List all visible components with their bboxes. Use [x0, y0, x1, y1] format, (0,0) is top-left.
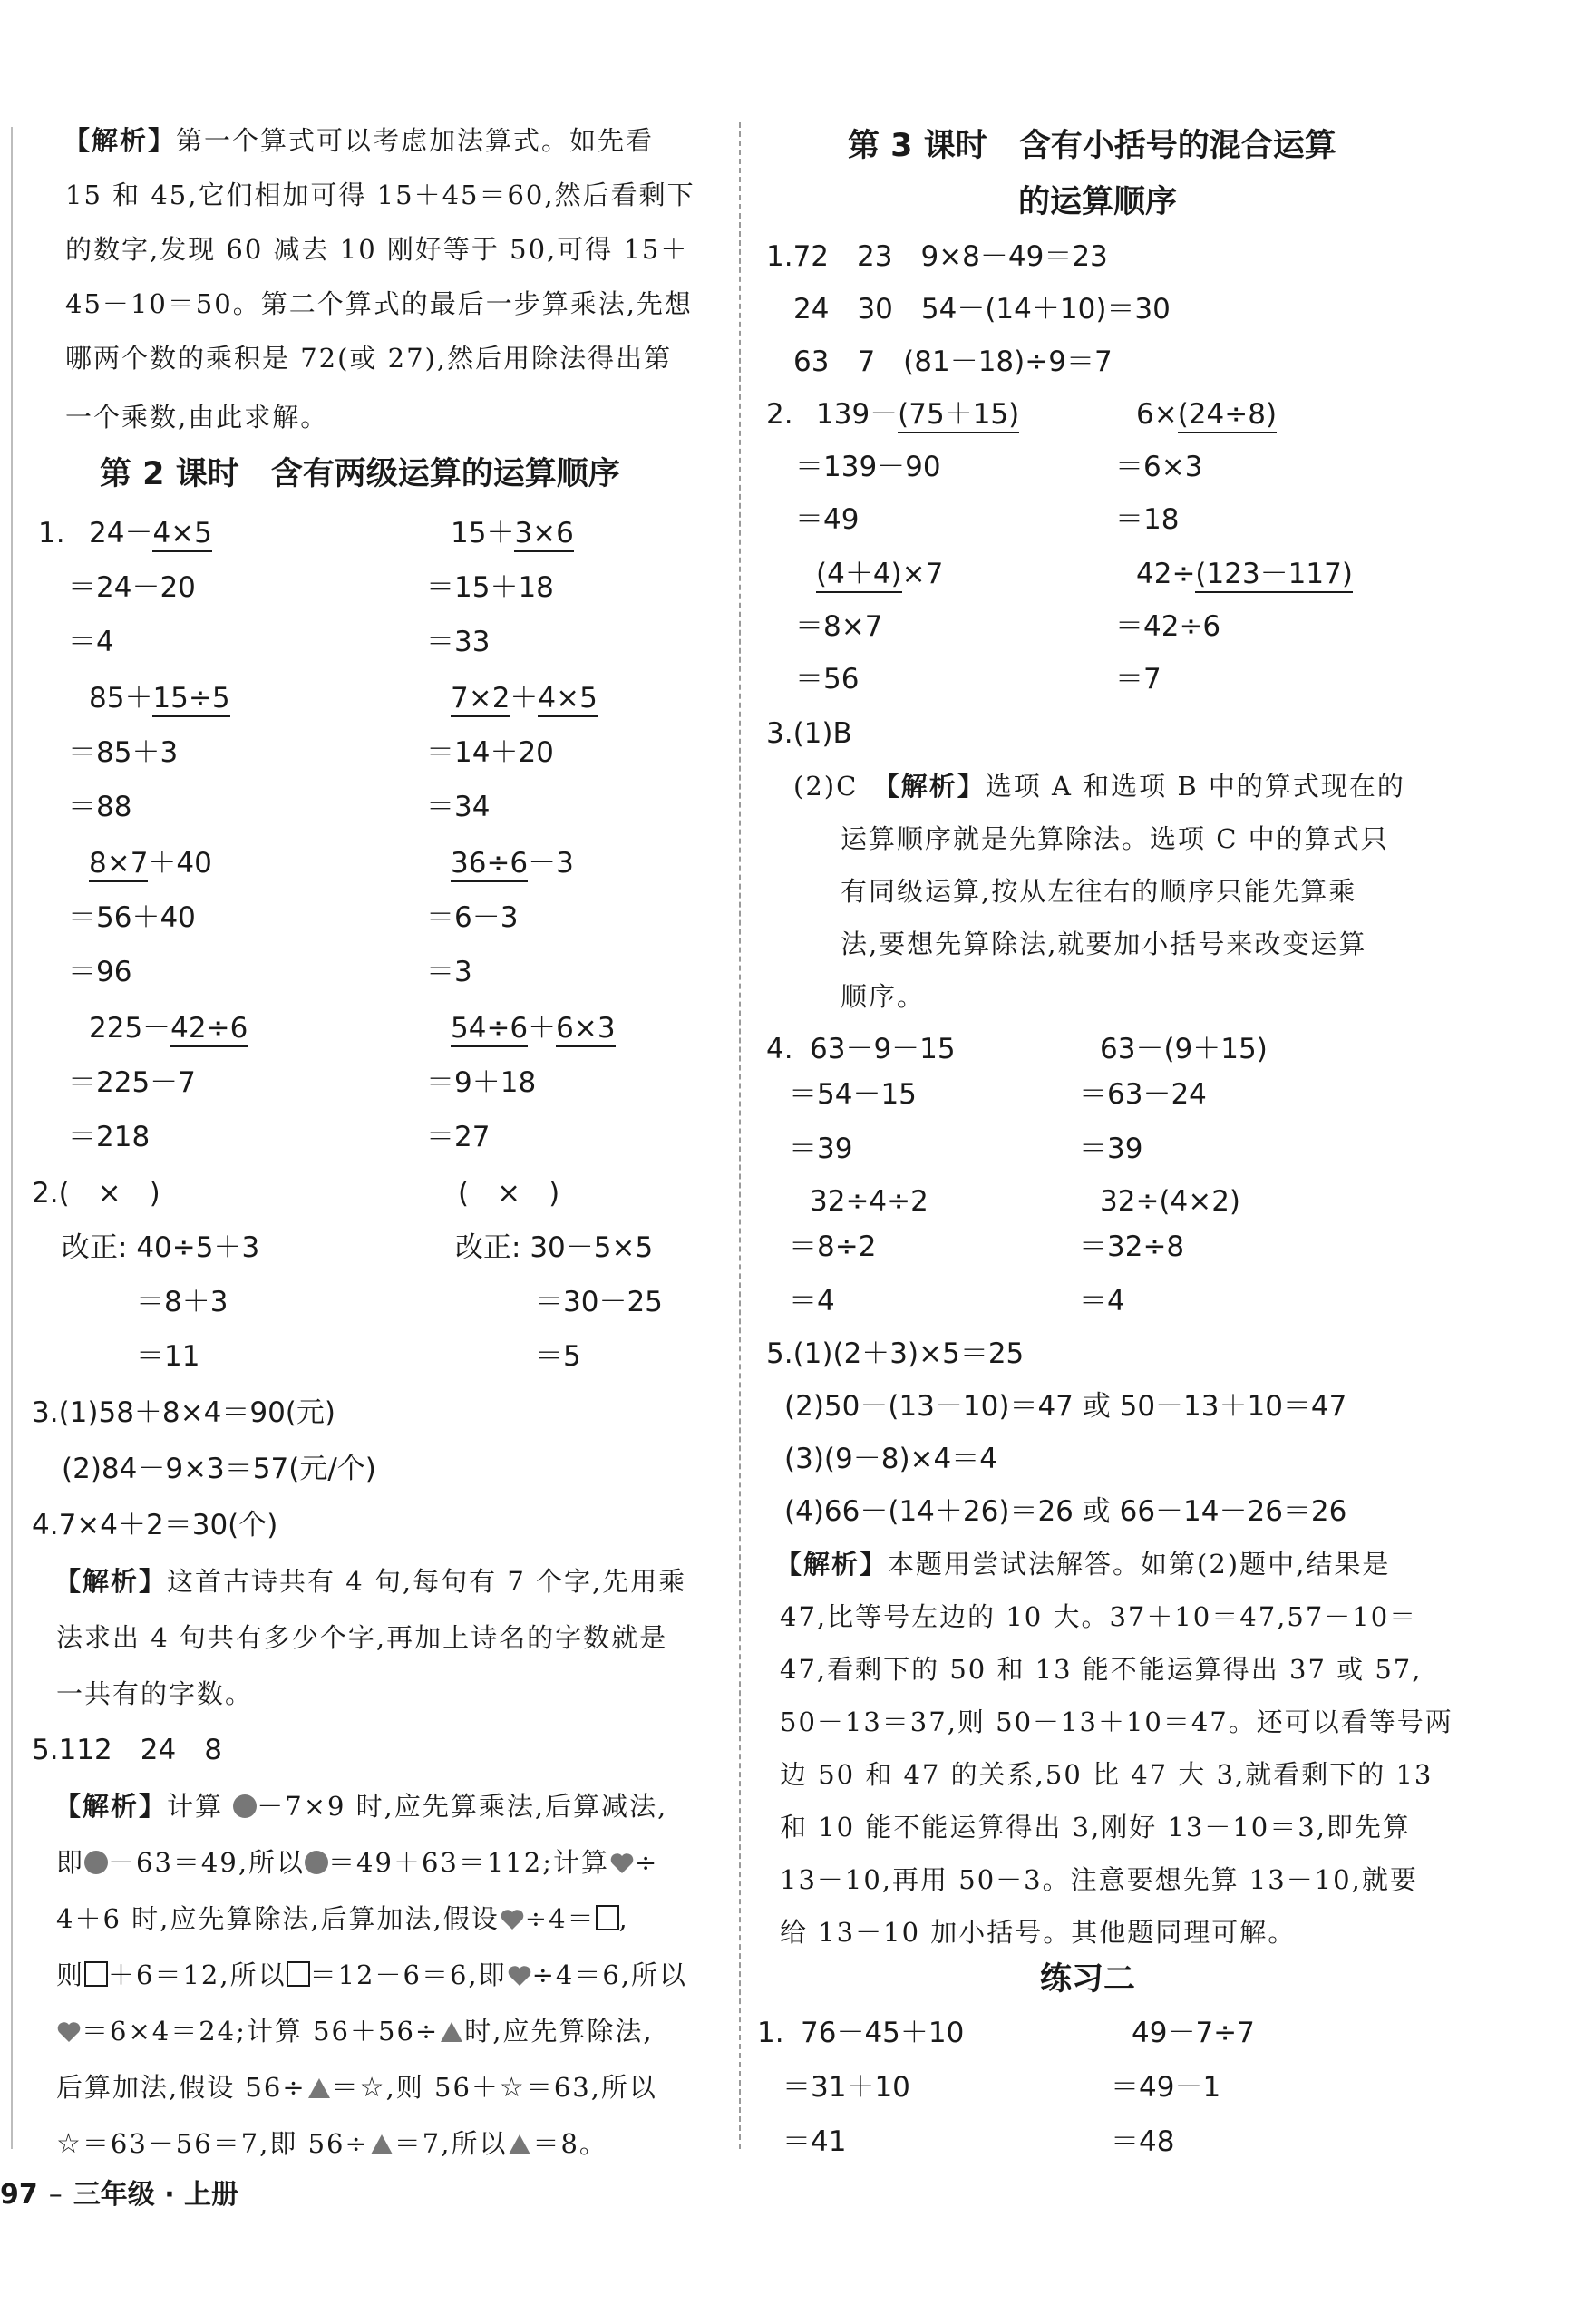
r-q4-expr-3-step1: ＝8÷2 — [789, 1230, 877, 1263]
q5-analysis-1: 【解析】计算 －7×9 时,应先算乘法,后算减法, — [54, 1791, 668, 1822]
r-q4-expr-2-step2: ＝39 — [1079, 1133, 1143, 1165]
r-q4-expr-4-step2: ＝4 — [1079, 1285, 1125, 1318]
q4-analysis-2: 法求出 4 句共有多少个字,再加上诗名的字数就是 — [56, 1622, 668, 1653]
expr-6-step1: ＝6－3 — [426, 901, 519, 934]
r-q4-number: 4. — [766, 1033, 793, 1065]
triangle-icon — [306, 2076, 332, 2100]
heart-icon — [56, 2020, 82, 2044]
r-q5-analysis-6: 和 10 能不能运算得出 3,刚好 13－10＝3,即先算 — [780, 1812, 1411, 1843]
expr-3: 85＋15÷5 — [89, 680, 230, 716]
r-q5-analysis-1: 【解析】本题用尝试法解答。如第(2)题中,结果是 — [775, 1549, 1391, 1580]
r-q3-line-2: (2)C 【解析】选项 A 和选项 B 中的算式现在的 — [793, 771, 1405, 802]
square-box-icon — [287, 1961, 310, 1987]
q2-fix-1: 改正: 40÷5＋3 — [62, 1231, 260, 1264]
q1-number: 1. — [38, 517, 65, 549]
expr-5-step1: ＝56＋40 — [68, 901, 196, 934]
circle-icon — [233, 1794, 257, 1818]
r-expr-2-step2: ＝18 — [1115, 503, 1180, 536]
q5-analysis-3: 4＋6 时,应先算除法,后算加法,假设 ÷4＝ , — [56, 1903, 629, 1934]
r-q4-expr-3-step2: ＝4 — [789, 1285, 835, 1318]
expr-2-step1: ＝15＋18 — [426, 571, 554, 604]
r-q5-line-1: 5.(1)(2＋3)×5＝25 — [766, 1337, 1025, 1370]
expr-1-step2: ＝4 — [68, 626, 114, 658]
page-number: 97 — [0, 2179, 38, 2211]
triangle-icon — [439, 2020, 464, 2044]
expr-8-step1: ＝9＋18 — [426, 1066, 537, 1099]
r-expr-4-step2: ＝7 — [1115, 663, 1161, 695]
triangle-icon — [507, 2133, 532, 2156]
q5-analysis-7: ☆＝63－56＝7,即 56÷ ＝7,所以 ＝8。 — [56, 2128, 607, 2160]
r-q4-expr-2: 63－(9＋15) — [1100, 1033, 1268, 1065]
r-q5-line-3: (3)(9－8)×4＝4 — [784, 1443, 997, 1475]
star-icon: ☆ — [499, 2072, 526, 2104]
r-q2-number: 2. — [766, 398, 793, 431]
r-q5-analysis-7: 13－10,再用 50－3。注意要想先算 13－10,就要 — [780, 1864, 1418, 1895]
lesson3-title-line-1: 第 3 课时 含有小括号的混合运算 — [848, 128, 1336, 164]
analysis-line-6: 一个乘数,由此求解。 — [65, 402, 329, 433]
analysis-label: 【解析】 — [63, 125, 177, 156]
r-q1-line-3: 63 7 (81－18)÷9＝7 — [793, 345, 1113, 378]
r-q5-analysis-3: 47,看剩下的 50 和 13 能不能运算得出 37 或 57, — [780, 1654, 1423, 1685]
expr-8-step2: ＝27 — [426, 1121, 491, 1153]
q2-fix-1-step2: ＝11 — [136, 1340, 200, 1373]
r-q3-analysis-1: 运算顺序就是先算除法。选项 C 中的算式只 — [841, 823, 1389, 854]
expr-5: 8×7＋40 — [89, 845, 212, 881]
q5-analysis-4: 则 ＋6＝12,所以 ＝12－6＝6,即 ÷4＝6,所以 — [56, 1959, 688, 1990]
circle-icon — [305, 1851, 328, 1874]
left-column — [27, 0, 734, 2185]
heart-icon — [609, 1852, 635, 1875]
p1-expr-2-step1: ＝49－1 — [1111, 2071, 1221, 2104]
q3-line-2: (2)84－9×3＝57(元/个) — [62, 1453, 376, 1485]
analysis-line-4: 45－10＝50。第二个算式的最后一步算乘法,先想 — [65, 288, 693, 319]
q5-analysis-5: ＝6×4＝24;计算 56＋56÷ 时,应先算除法, — [56, 2013, 654, 2049]
r-expr-2: 6×(24÷8) — [1136, 396, 1277, 433]
q5-analysis-6: 后算加法,假设 56÷ ＝☆,则 56＋☆＝63,所以 — [56, 2072, 657, 2104]
r-expr-4-step1: ＝42÷6 — [1115, 610, 1221, 643]
heart-icon — [507, 1964, 532, 1988]
expr-6-step2: ＝3 — [426, 956, 472, 988]
expr-4-step2: ＝34 — [426, 791, 491, 823]
expr-2-step2: ＝33 — [426, 626, 491, 658]
q4-analysis-3: 一共有的字数。 — [56, 1678, 254, 1709]
r-q5-line-4: (4)66－(14＋26)＝26 或 66－14－26＝26 — [784, 1495, 1347, 1528]
triangle-icon — [369, 2133, 394, 2156]
q5-analysis-2: 即 －63＝49,所以 ＝49＋63＝112;计算 ÷ — [56, 1847, 659, 1878]
square-box-icon — [596, 1905, 619, 1930]
r-q5-analysis-4: 50－13＝37,则 50－13＋10＝47。还可以看等号两 — [780, 1707, 1453, 1737]
q5-line-1: 5.112 24 8 — [32, 1734, 222, 1766]
r-q5-line-2: (2)50－(13－10)＝47 或 50－13＋10＝47 — [784, 1390, 1347, 1423]
r-expr-1: 139－(75＋15) — [816, 396, 1019, 433]
expr-4: 7×2＋4×5 — [451, 680, 598, 716]
star-icon: ☆ — [359, 2072, 386, 2104]
r-q4-expr-1: 63－9－15 — [810, 1033, 956, 1065]
square-box-icon — [84, 1961, 108, 1987]
r-expr-3-step1: ＝8×7 — [795, 610, 883, 643]
r-q4-expr-2-step1: ＝63－24 — [1079, 1078, 1207, 1111]
r-q4-expr-1-step2: ＝39 — [789, 1133, 853, 1165]
analysis-line-2: 15 和 45,它们相加可得 15＋45＝60,然后看剩下 — [65, 180, 695, 210]
expr-7: 225－42÷6 — [89, 1010, 248, 1046]
grade-label: 三年级 · 上册 — [73, 2179, 239, 2211]
r-expr-1-step1: ＝139－90 — [795, 451, 941, 483]
r-expr-3: (4＋4)×7 — [816, 556, 943, 592]
lesson3-title-line-2: 的运算顺序 — [1018, 184, 1178, 220]
q2-fix-2-step1: ＝30－25 — [535, 1286, 663, 1318]
q2-fix-1-step1: ＝8＋3 — [136, 1286, 228, 1318]
analysis-line-3: 的数字,发现 60 减去 10 刚好等于 50,可得 15＋ — [65, 234, 689, 265]
analysis-line-5: 哪两个数的乘积是 72(或 27),然后用除法得出第 — [65, 343, 673, 374]
r-q5-analysis-5: 边 50 和 47 的关系,50 比 47 大 3,就看剩下的 13 — [780, 1759, 1434, 1790]
circle-icon — [84, 1851, 108, 1874]
expr-8: 54÷6＋6×3 — [451, 1010, 616, 1046]
p1-expr-1-step1: ＝31＋10 — [782, 2071, 910, 2104]
q4-analysis-1: 【解析】这首古诗共有 4 句,每句有 7 个字,先用乘 — [54, 1566, 687, 1597]
r-expr-1-step2: ＝49 — [795, 503, 860, 536]
r-q3-analysis-4: 顺序。 — [841, 981, 926, 1012]
r-q5-analysis-8: 给 13－10 加小括号。其他题同理可解。 — [780, 1917, 1297, 1948]
expr-2: 15＋3×6 — [451, 515, 574, 551]
expr-7-step1: ＝225－7 — [68, 1066, 196, 1099]
practice-title: 练习二 — [1040, 1961, 1136, 1998]
expr-4-step1: ＝14＋20 — [426, 736, 554, 769]
q2-mark-1: 2.( × ) — [32, 1177, 160, 1210]
p1-number: 1. — [757, 2017, 784, 2049]
q2-fix-2: 改正: 30－5×5 — [455, 1231, 654, 1264]
column-divider — [739, 122, 741, 2149]
analysis-line-1: 【解析】第一个算式可以考虑加法算式。如先看 — [63, 125, 655, 156]
r-q4-expr-4: 32÷(4×2) — [1100, 1185, 1241, 1218]
lesson2-title: 第 2 课时 含有两级运算的运算顺序 — [100, 456, 620, 492]
p1-expr-1-step2: ＝41 — [782, 2125, 847, 2158]
r-q1-line-1: 1.72 23 9×8－49＝23 — [766, 240, 1108, 273]
expr-5-step2: ＝96 — [68, 956, 132, 988]
expr-3-step1: ＝85＋3 — [68, 736, 179, 769]
r-q1-line-2: 24 30 54－(14＋10)＝30 — [793, 293, 1171, 326]
expr-7-step2: ＝218 — [68, 1121, 151, 1153]
star-icon: ☆ — [56, 2128, 83, 2160]
q3-line-1: 3.(1)58＋8×4＝90(元) — [32, 1396, 335, 1429]
expr-1: 24－4×5 — [89, 515, 212, 551]
p1-expr-1: 76－45＋10 — [801, 2017, 965, 2049]
r-expr-4: 42÷(123－117) — [1136, 556, 1353, 592]
r-q5-analysis-2: 47,比等号左边的 10 大。37＋10＝47,57－10＝ — [780, 1601, 1418, 1632]
p1-expr-2-step2: ＝48 — [1111, 2125, 1175, 2158]
r-q3-line-1: 3.(1)B — [766, 717, 852, 750]
r-expr-3-step2: ＝56 — [795, 663, 860, 695]
expr-1-step1: ＝24－20 — [68, 571, 196, 604]
expr-3-step2: ＝88 — [68, 791, 132, 823]
expr-6: 36÷6－3 — [451, 845, 574, 881]
q2-fix-2-step2: ＝5 — [535, 1340, 581, 1373]
r-q3-analysis-3: 法,要想先算除法,就要加小括号来改变运算 — [841, 929, 1367, 959]
page-footer: 97 – 三年级 · 上册 — [0, 2179, 239, 2211]
right-column — [757, 0, 1473, 2185]
r-expr-2-step1: ＝6×3 — [1115, 451, 1203, 483]
p1-expr-2: 49－7÷7 — [1132, 2017, 1255, 2049]
r-q4-expr-1-step1: ＝54－15 — [789, 1078, 917, 1111]
left-margin-line — [11, 127, 13, 2149]
r-q4-expr-4-step1: ＝32÷8 — [1079, 1230, 1185, 1263]
q4-line-1: 4.7×4＋2＝30(个) — [32, 1509, 278, 1541]
r-q3-analysis-2: 有同级运算,按从左往右的顺序只能先算乘 — [841, 876, 1357, 907]
r-q4-expr-3: 32÷4÷2 — [810, 1185, 928, 1218]
q2-mark-2: ( × ) — [458, 1177, 560, 1210]
heart-icon — [500, 1908, 525, 1931]
